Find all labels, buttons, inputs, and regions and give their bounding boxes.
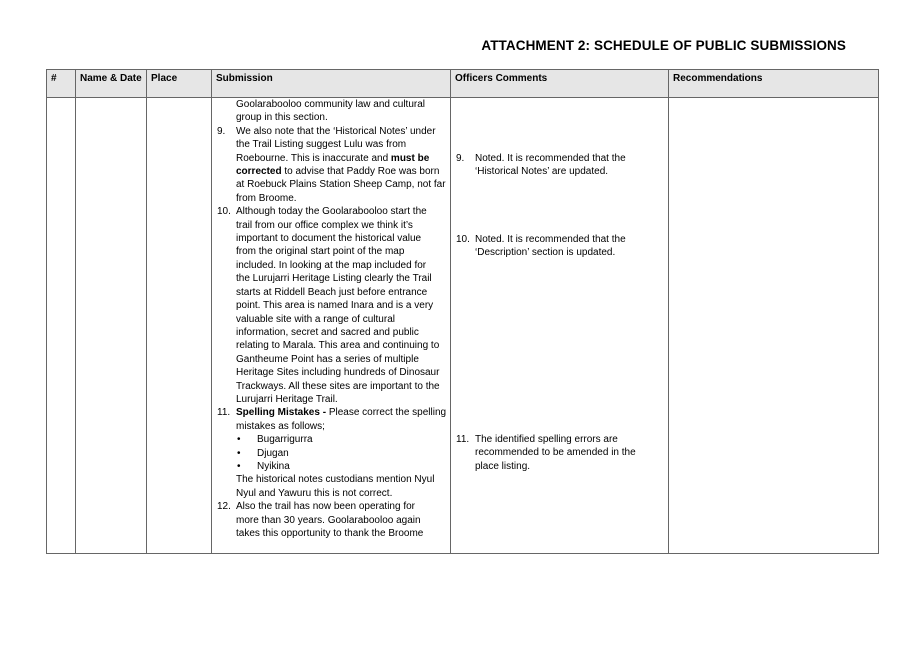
comment-10 bbox=[456, 233, 664, 260]
spelling-bullet: Nyikina bbox=[257, 460, 290, 472]
item-10-line: Heritage Sites including hundreds of Dinosaur bbox=[236, 367, 440, 379]
item-11-line bbox=[217, 406, 446, 419]
submission-intro-line: group in this section. bbox=[236, 112, 328, 124]
item-11-number: 11. bbox=[217, 407, 231, 419]
bullet-icon: • bbox=[237, 447, 241, 459]
item-10-line: Gantheume Point has a series of multiple bbox=[236, 353, 419, 365]
comment-9 bbox=[456, 152, 664, 179]
item-11-line: mistakes as follows; bbox=[236, 420, 325, 432]
submission-text bbox=[217, 98, 446, 540]
item-9-line: from Broome. bbox=[236, 192, 297, 204]
item-10-line: starts at Riddell Beach just before entrance bbox=[236, 286, 428, 298]
item-10-line: information, secret and sacred and public bbox=[236, 326, 419, 338]
item-10-line: Lurujarri Heritage Trail. bbox=[236, 393, 338, 405]
item-10-line: included. In looking at the map included for bbox=[236, 259, 427, 271]
header-submission: Submission bbox=[212, 70, 451, 98]
item-9-line: at Roebuck Plains Station Sheep Camp, not far bbox=[236, 179, 446, 191]
item-9-text: to advise that Paddy Roe was born bbox=[281, 166, 440, 178]
comment-9-line: Noted. It is recommended that the bbox=[475, 153, 626, 164]
spelling-bullet: Djugan bbox=[257, 447, 289, 459]
item-9-line: We also note that the ‘Historical Notes’ under bbox=[236, 125, 436, 137]
item-10-line: point. This area is named Inara and is a very bbox=[236, 300, 434, 312]
item-10-line: trail from our office complex we think it’s bbox=[236, 219, 413, 231]
bullet-icon: • bbox=[237, 434, 241, 446]
item-10-line: the Lurujarri Heritage Listing clearly the Trail bbox=[236, 273, 432, 285]
comment-9-line: ‘Historical Notes’ are updated. bbox=[475, 166, 609, 178]
cell-officers-comments bbox=[451, 98, 669, 554]
item-9-line: the Trail Listing suggest Lulu was from bbox=[236, 139, 407, 151]
item-9-bold-text: must be bbox=[390, 152, 430, 164]
item-12-line: more than 30 years. Goolarabooloo again bbox=[236, 514, 421, 526]
item-11-line: Nyul and Yawuru this is not correct. bbox=[236, 487, 393, 499]
item-11-bold-text: Spelling Mistakes - bbox=[236, 407, 329, 419]
cell-place bbox=[147, 98, 212, 554]
item-11-line: The historical notes custodians mention Nyul bbox=[236, 474, 435, 486]
item-12-number: 12. bbox=[217, 501, 231, 513]
cell-submission bbox=[212, 98, 451, 554]
header-officers-comments: Officers Comments bbox=[451, 70, 669, 98]
item-12-line: Also the trail has now been operating for bbox=[236, 501, 415, 513]
item-9-bold-text: corrected bbox=[236, 166, 282, 178]
item-9-line bbox=[217, 152, 446, 165]
item-10-line: valuable site with a range of cultural bbox=[236, 313, 395, 325]
item-10-line: relating to Marala. This area and continuing to bbox=[236, 340, 440, 352]
comment-10-number: 10. bbox=[456, 234, 470, 245]
item-10-line: Although today the Goolarabooloo start the bbox=[236, 206, 427, 218]
item-12-line: takes this opportunity to thank the Broome bbox=[236, 528, 424, 539]
comment-11-line: place listing. bbox=[475, 460, 531, 472]
submissions-table bbox=[46, 69, 879, 554]
submission-intro-line: Goolarabooloo community law and cultural bbox=[236, 99, 425, 110]
table-row bbox=[47, 98, 879, 554]
item-9-number: 9. bbox=[217, 125, 226, 137]
item-10-number: 10. bbox=[217, 206, 231, 218]
item-9-text: Roebourne. This is inaccurate and bbox=[236, 152, 391, 164]
spelling-bullet: Bugarrigurra bbox=[257, 434, 313, 446]
item-11-text: Please correct the spelling bbox=[328, 407, 447, 419]
cell-recommendations bbox=[669, 98, 879, 554]
comment-11-line: The identified spelling errors are bbox=[475, 434, 618, 445]
comment-10-line: Noted. It is recommended that the bbox=[475, 234, 626, 245]
item-10-line: Trackways. All these sites are important to the bbox=[236, 380, 440, 392]
document-title: ATTACHMENT 2: SCHEDULE OF PUBLIC SUBMISSIONS bbox=[481, 38, 846, 53]
item-9-line bbox=[217, 165, 446, 178]
header-place: Place bbox=[147, 70, 212, 98]
comment-11 bbox=[456, 433, 664, 473]
bullet-icon: • bbox=[237, 460, 241, 472]
item-10-line: important to document the historical value bbox=[236, 233, 422, 245]
header-row bbox=[47, 70, 879, 98]
cell-num bbox=[47, 98, 76, 554]
comment-9-number: 9. bbox=[456, 153, 465, 164]
header-name-date: Name & Date bbox=[76, 70, 147, 98]
comment-10-line: ‘Description’ section is updated. bbox=[475, 247, 616, 259]
item-10-line: from the original start point of the map bbox=[236, 246, 405, 258]
comment-11-line: recommended to be amended in the bbox=[475, 447, 636, 459]
comment-11-number: 11. bbox=[456, 434, 470, 445]
header-num: # bbox=[47, 70, 76, 98]
header-recommendations: Recommendations bbox=[669, 70, 879, 98]
cell-name-date bbox=[76, 98, 147, 554]
